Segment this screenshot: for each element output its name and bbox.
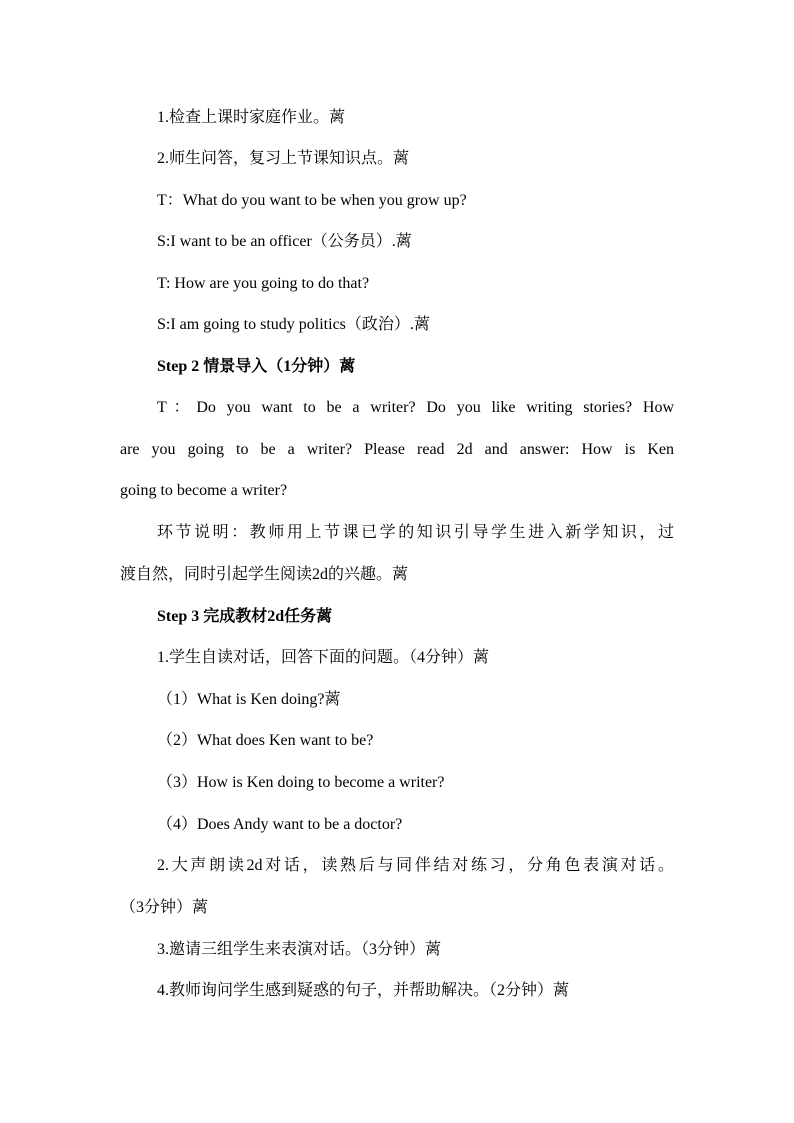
step-2-paragraph-line-3: going to become a writer?	[120, 482, 288, 499]
question-3: （3）How is Ken doing to become a writer?	[157, 774, 445, 791]
question-4: （4）Does Andy want to be a doctor?	[157, 816, 403, 833]
question-1: （1）What is Ken doing?蓠	[157, 691, 341, 708]
step-2-paragraph-line-1: T：Do you want to be a writer? Do you like writing stories? How	[157, 399, 674, 416]
question-2: （2）What does Ken want to be?	[157, 732, 374, 749]
dialogue-student-answer-2: S:I am going to study politics（政治）.蓠	[157, 316, 430, 333]
step-2-heading: Step 2 情景导入（1分钟）蓠	[157, 358, 356, 375]
step-3-task-4: 4.教师询问学生感到疑惑的句子，并帮助解决。（2分钟）蓠	[157, 982, 570, 999]
step-3-task-3: 3.邀请三组学生来表演对话。（3分钟）蓠	[157, 941, 442, 958]
step-2-note-line-2: 渡自然，同时引起学生阅读2d的兴趣。蓠	[120, 566, 409, 583]
text-line-homework-check: 1.检查上课时家庭作业。蓠	[157, 109, 346, 126]
text-line-review: 2.师生问答，复习上节课知识点。蓠	[157, 150, 410, 167]
dialogue-teacher-question-1: T：What do you want to be when you grow up?	[157, 192, 467, 209]
step-3-task-1: 1.学生自读对话，回答下面的问题。（4分钟）蓠	[157, 649, 490, 666]
step-3-heading: Step 3 完成教材2d任务蓠	[157, 608, 333, 625]
step-3-task-2-line-2: （3分钟）蓠	[120, 899, 209, 916]
step-2-note-line-1: 环节说明：教师用上节课已学的知识引导学生进入新学知识，过	[157, 524, 674, 541]
step-3-task-2-line-1: 2.大声朗读2d对话，读熟后与同伴结对练习，分角色表演对话。	[157, 857, 674, 874]
dialogue-student-answer-1: S:I want to be an officer（公务员）.蓠	[157, 233, 412, 250]
dialogue-teacher-question-2: T: How are you going to do that?	[157, 275, 370, 292]
step-2-paragraph-line-2: are you going to be a writer? Please read 2d and answer: How is Ken	[120, 441, 674, 458]
